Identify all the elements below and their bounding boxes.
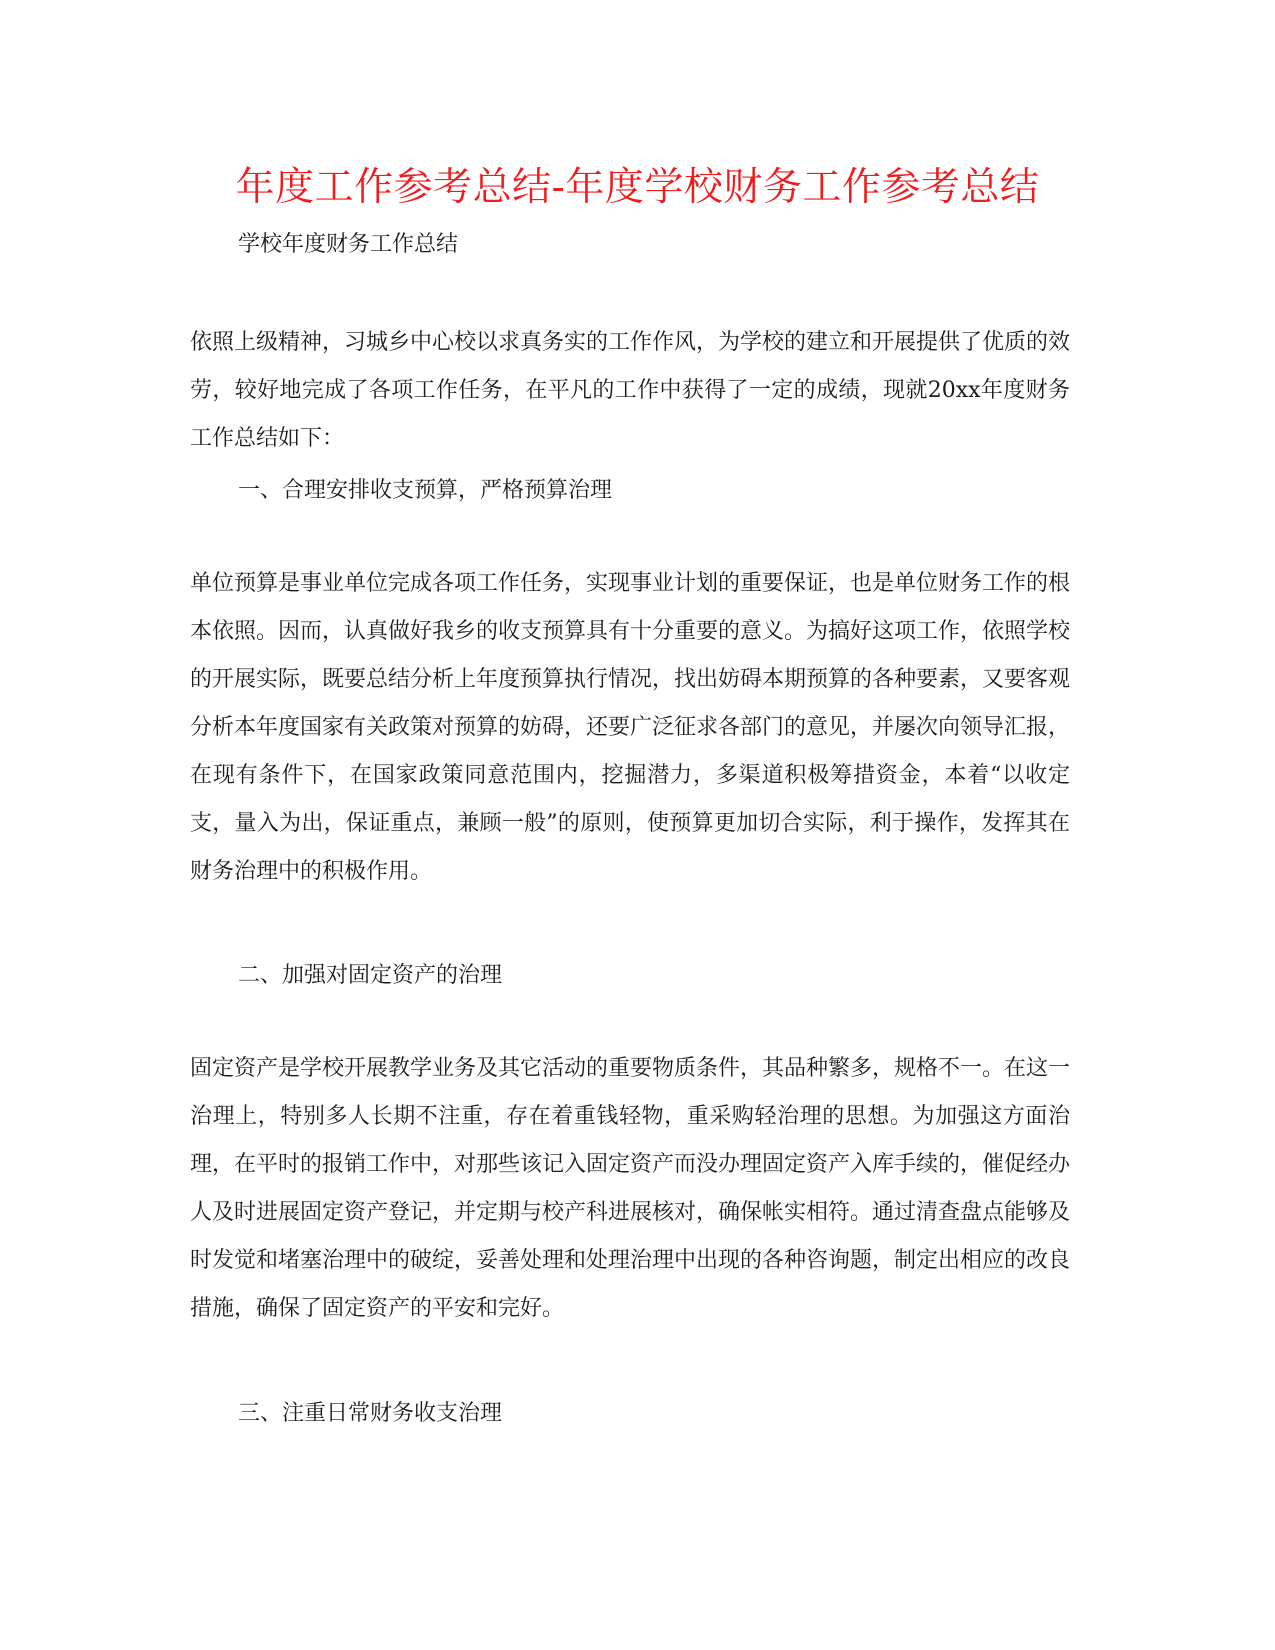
- section-heading-1: 一、合理安排收支预算，严格预算治理: [238, 478, 613, 503]
- section-heading-3: 三、注重日常财务收支治理: [238, 1401, 503, 1426]
- section-body-1: 单位预算是事业单位完成各项工作任务，实现事业计划的重要保证，也是单位财务工作的根本依照。因而，认真做好我乡的收支预算具有十分重要的意义。为搞好这项工作，依照学校的开展实际，既要总结分析上年度预算执行情况，找出妨碍本期预算的各种要素，又要客观分析本年度国家有关政策对预算的妨碍，还要广泛征求各部门的意见，并屡次向领导汇报，在现有条件下，在国家政策同意范围内，挖掘潜力，多渠道积极筹措资金，本着“以收定支，量入为出，保证重点，兼顾一般”的原则，使预算更加切合实际，利于操作，发挥其在财务治理中的积极作用。: [190, 571, 1071, 884]
- section-body-2: 固定资产是学校开展教学业务及其它活动的重要物质条件，其品种繁多，规格不一。在这一治理上，特别多人长期不注重，存在着重钱轻物，重采购轻治理的思想。为加强这方面治理，在平时的报销工作中，对那些该记入固定资产而没办理固定资产入库手续的，催促经办人及时进展固定资产登记，并定期与校产科进展核对，确保帐实相符。通过清查盘点能够及时发觉和堵塞治理中的破绽，妥善处理和处理治理中出现的各种咨询题，制定出相应的改良措施，确保了固定资产的平安和完好。: [190, 1056, 1071, 1321]
- document-subtitle: 学校年度财务工作总结: [238, 232, 459, 257]
- intro-paragraph: 依照上级精神，习城乡中心校以求真务实的工作作风，为学校的建立和开展提供了优质的效劳，较好地完成了各项工作任务，在平凡的工作中获得了一定的成绩，现就20xx年度财务工作总结如下：: [190, 330, 1071, 451]
- document-title: 年度工作参考总结-年度学校财务工作参考总结: [235, 165, 1040, 210]
- section-heading-2: 二、加强对固定资产的治理: [238, 963, 503, 988]
